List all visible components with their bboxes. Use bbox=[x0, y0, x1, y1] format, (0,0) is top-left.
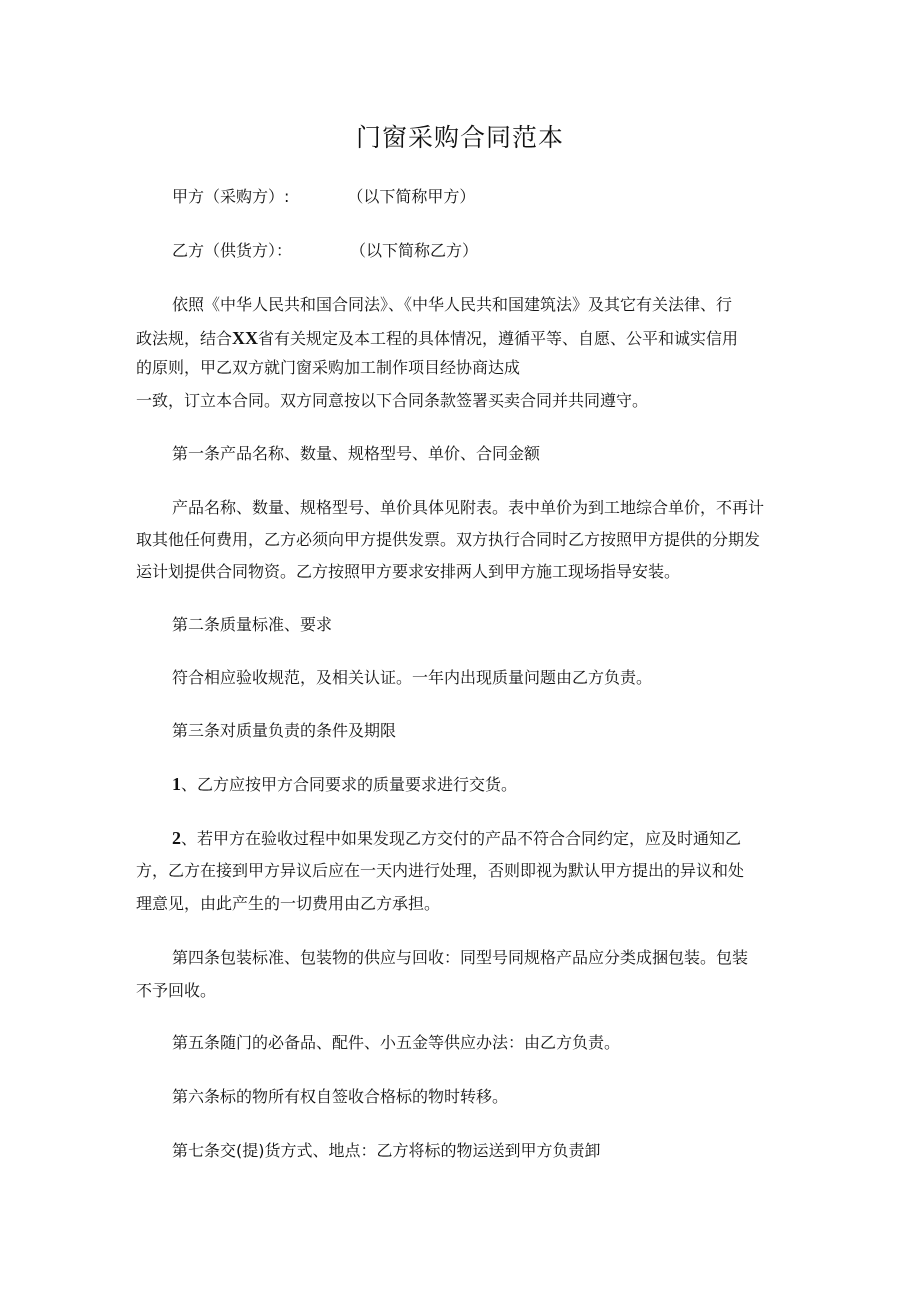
article3-item-2-number: 2 bbox=[172, 828, 181, 848]
article7-text: 第七条交(提)货方式、地点：乙方将标的物运送到甲方负责卸 bbox=[172, 1141, 601, 1160]
article2-heading: 第二条质量标准、要求 bbox=[172, 615, 333, 634]
article1-line-2: 取其他任何费用，乙方必须向甲方提供发票。双方执行合同时乙方按照甲方提供的分期发 bbox=[136, 530, 761, 549]
intro-line-1: 依照《中华人民共和国合同法》、《中华人民共和国建筑法》及其它有关法律、行 bbox=[172, 295, 733, 314]
party-a-label: 甲方（采购方）: bbox=[172, 187, 290, 206]
party-a-suffix: （以下简称甲方） bbox=[347, 187, 476, 206]
article3-item-2-text: 、若甲方在验收过程中如果发现乙方交付的产品不符合合同约定，应及时通知乙 bbox=[181, 829, 742, 848]
article4-line-1: 第四条包装标准、包装物的供应与回收：同型号同规格产品应分类成捆包装。包装 bbox=[172, 948, 749, 967]
article3-item-2-line-2: 方，乙方在接到甲方异议后应在一天内进行处理，否则即视为默认甲方提出的异议和处 bbox=[136, 861, 745, 880]
article3-heading: 第三条对质量负责的条件及期限 bbox=[172, 721, 397, 740]
article3-item-1 bbox=[136, 766, 832, 803]
article3-item-2-line-1 bbox=[136, 820, 832, 857]
article1-heading: 第一条产品名称、数量、规格型号、单价、合同金额 bbox=[172, 444, 541, 463]
article2-body: 符合相应验收规范，及相关认证。一年内出现质量问题由乙方负责。 bbox=[172, 668, 653, 687]
article3-item-2-line-3: 理意见，由此产生的一切费用由乙方承担。 bbox=[136, 894, 441, 913]
intro-line-2-b: 省有关规定及本工程的具体情况，遵循平等、自愿、公平和诚实信用 bbox=[258, 329, 739, 348]
article6-text: 第六条标的物所有权自签收合格标的物时转移。 bbox=[172, 1087, 509, 1106]
intro-line-2-a: 政法规，结合 bbox=[136, 329, 233, 348]
intro-line-3: 的原则，甲乙双方就门窗采购加工制作项目经协商达成 bbox=[136, 358, 521, 377]
intro-province: XX bbox=[232, 328, 259, 348]
article1-line-1: 产品名称、数量、规格型号、单价具体见附表。表中单价为到工地综合单价，不再计 bbox=[172, 498, 765, 517]
intro-line-4: 一致，订立本合同。双方同意按以下合同条款签署买卖合同并共同遵守。 bbox=[136, 391, 649, 410]
article1-line-3: 运计划提供合同物资。乙方按照甲方要求安排两人到甲方施工现场指导安装。 bbox=[136, 562, 681, 581]
party-b-label: 乙方（供货方）： bbox=[172, 241, 293, 260]
article3-item-1-text: 、乙方应按甲方合同要求的质量要求进行交货。 bbox=[181, 775, 518, 794]
article3-item-1-number: 1 bbox=[172, 774, 181, 794]
article4-line-2: 不予回收。 bbox=[136, 981, 217, 1000]
party-b-line bbox=[136, 233, 832, 269]
party-a-line bbox=[136, 179, 832, 215]
article5-text: 第五条随门的必备品、配件、小五金等供应办法：由乙方负责。 bbox=[172, 1033, 621, 1052]
document-title: 门窗采购合同范本 bbox=[355, 123, 564, 152]
party-b-suffix: （以下简称乙方） bbox=[350, 241, 479, 260]
